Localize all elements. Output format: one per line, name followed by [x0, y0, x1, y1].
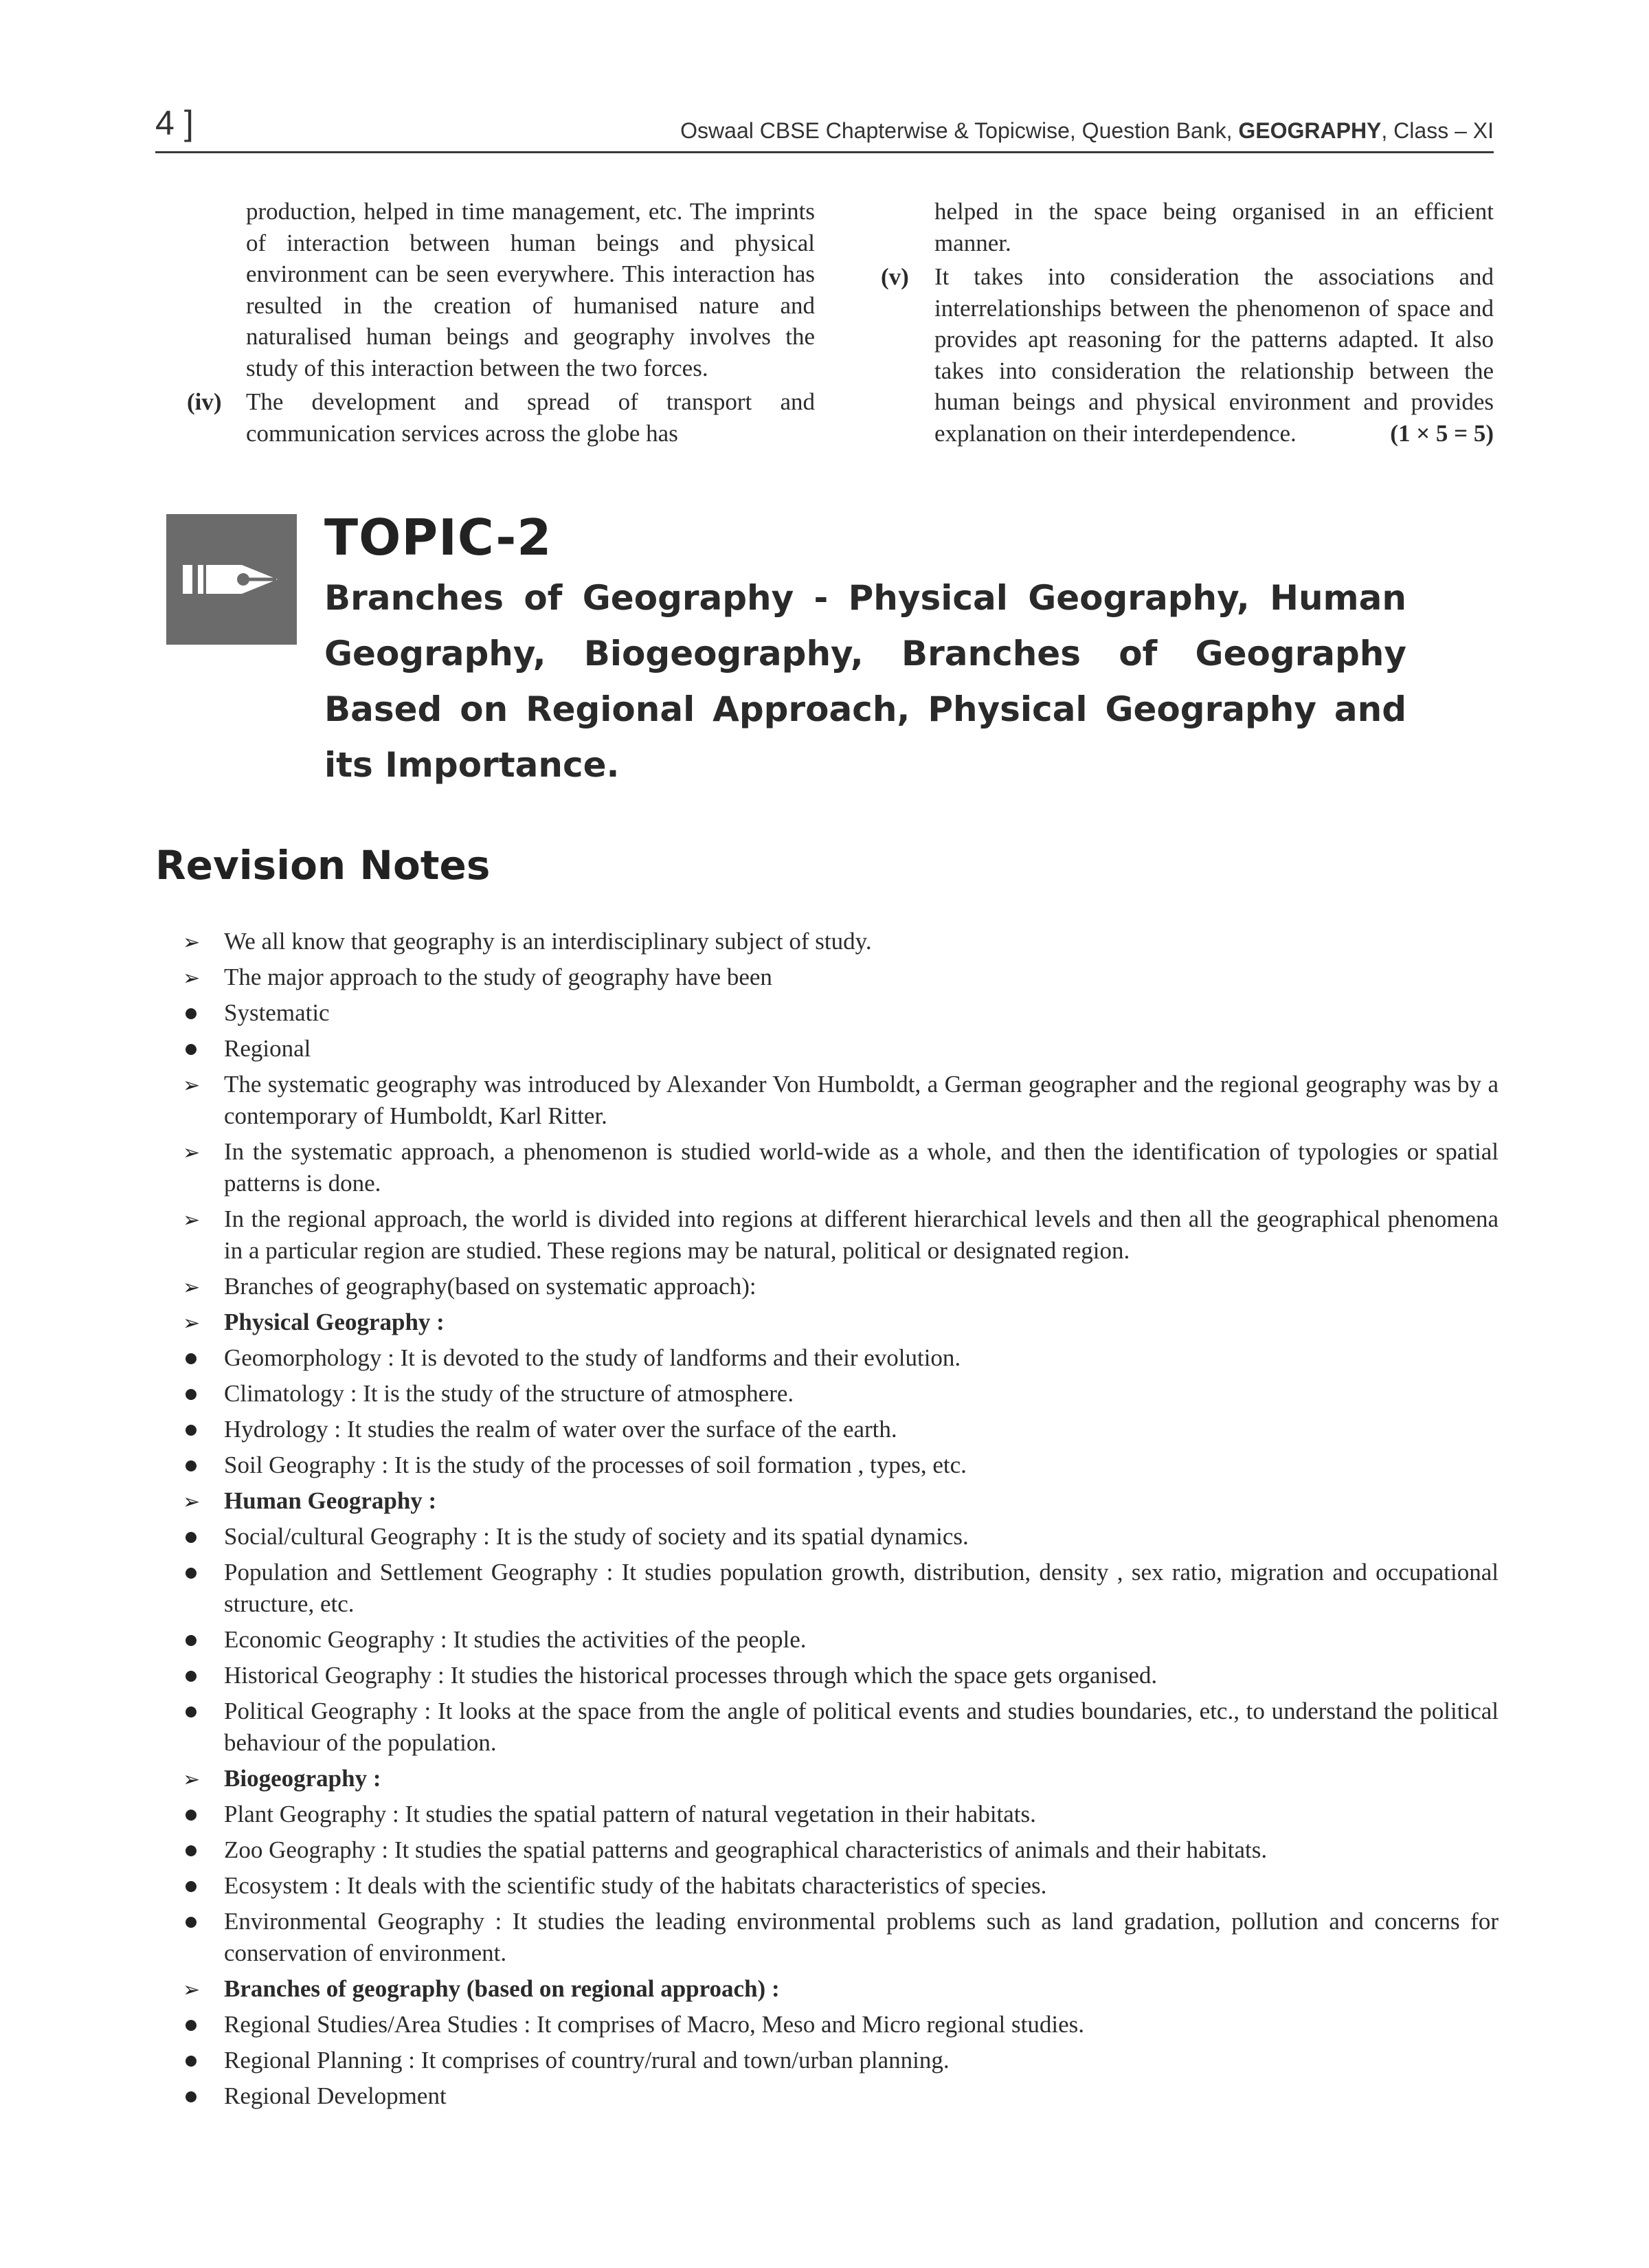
arrow-bullet-icon	[183, 1973, 210, 2006]
note-item	[155, 1069, 1499, 1132]
note-text: Human Geography :	[224, 1487, 437, 1514]
running-head-class: , Class – XI	[1381, 118, 1494, 143]
note-item	[155, 1799, 1499, 1830]
answer-item-iv	[155, 386, 815, 449]
note-item	[155, 1696, 1499, 1759]
running-head-prefix: Oswaal CBSE Chapterwise & Topicwise, Question Bank,	[680, 118, 1239, 143]
note-text: Zoo Geography : It studies the spatial patterns and geographical characteristics of animals and their habitats.	[224, 1836, 1268, 1863]
note-text: Regional Planning : It comprises of country/rural and town/urban planning.	[224, 2047, 950, 2074]
note-text: The systematic geography was introduced by Alexander Von Humboldt, a German geographer and the regional geography was by a contemporary of Humboldt, Karl Ritter.	[224, 1071, 1499, 1129]
note-item	[155, 1485, 1499, 1517]
note-text: Population and Settlement Geography : It studies population growth, distribution, density , sex ratio, migration and occupational structure, etc.	[224, 1559, 1499, 1617]
topic-subtitle: Branches of Geography - Physical Geography, Human Geography, Biogeography, Branches of Geography Based on Regional Approach, Physical Geography and its Importance.	[324, 578, 1406, 785]
note-text: Historical Geography : It studies the historical processes through which the space gets organised.	[224, 1662, 1158, 1689]
arrow-bullet-icon	[183, 1763, 210, 1796]
note-text: In the systematic approach, a phenomenon is studied world-wide as a whole, and then the identification of typologies or spatial patterns is done.	[224, 1138, 1499, 1197]
arrow-bullet-icon	[183, 1307, 210, 1339]
note-item	[155, 1660, 1499, 1691]
note-item	[155, 1870, 1499, 1902]
note-text: Branches of geography(based on systematic approach):	[224, 1273, 756, 1300]
answer-item-iv-number: (iv)	[187, 388, 222, 415]
page-header	[155, 103, 1494, 153]
note-text: Systematic	[224, 999, 330, 1026]
note-text: Physical Geography :	[224, 1309, 445, 1335]
note-text: In the regional approach, the world is divided into regions at different hierarchical levels and then all the geographical phenomena in a particular region are studied. These regions may be natural, political or designated region.	[224, 1205, 1499, 1264]
note-item	[155, 1624, 1499, 1656]
arrow-bullet-icon	[183, 1203, 210, 1236]
note-text: Environmental Geography : It studies the leading environmental problems such as land gradation, pollution and concerns for conservation of environment.	[224, 1908, 1499, 1966]
note-text: Regional Development	[224, 2082, 447, 2109]
note-text: Hydrology : It studies the realm of water over the surface of the earth.	[224, 1416, 897, 1443]
note-item	[155, 1763, 1499, 1794]
page-number-value: 4	[155, 104, 175, 142]
note-item	[155, 1136, 1499, 1199]
pen-nib-icon	[166, 514, 297, 645]
arrow-bullet-icon	[183, 1271, 210, 1304]
note-item	[155, 1834, 1499, 1866]
note-item	[155, 961, 1499, 993]
answer-item-v-text: It takes into consideration the associations and interrelationships between the phenomenon of space and provides apt reasoning for the patterns adapted. It also takes into consideration the relationship between the human beings and physical environment and provides explanation on their interdependence.	[934, 263, 1494, 447]
running-head	[680, 118, 1494, 144]
revision-notes-list	[155, 926, 1499, 2116]
note-item	[155, 2080, 1499, 2112]
revision-notes-heading: Revision Notes	[155, 842, 491, 889]
note-item	[155, 1973, 1499, 2005]
note-item	[155, 1557, 1499, 1620]
answer-item-v	[834, 261, 1494, 449]
note-item	[155, 926, 1499, 957]
note-item	[155, 1203, 1499, 1267]
right-column	[834, 196, 1494, 449]
note-text: Economic Geography : It studies the activities of the people.	[224, 1626, 807, 1653]
note-text: Soil Geography : It is the study of the processes of soil formation , types, etc.	[224, 1452, 967, 1478]
arrow-bullet-icon	[183, 1136, 210, 1169]
note-item	[155, 1521, 1499, 1553]
note-item	[155, 1307, 1499, 1338]
arrow-bullet-icon	[183, 926, 210, 959]
note-text: Geomorphology : It is devoted to the study of landforms and their evolution.	[224, 1344, 961, 1371]
answer-item-v-number: (v)	[881, 263, 909, 290]
note-text: Ecosystem : It deals with the scientific study of the habitats characteristics of species.	[224, 1872, 1047, 1899]
left-column	[155, 196, 815, 449]
note-text: Social/cultural Geography : It is the study of society and its spatial dynamics.	[224, 1523, 969, 1550]
note-item	[155, 1906, 1499, 1969]
note-item	[155, 1271, 1499, 1302]
note-text: Political Geography : It looks at the space from the angle of political events and studies boundaries, etc., to understand the political behaviour of the population.	[224, 1698, 1499, 1756]
note-text: The major approach to the study of geography have been	[224, 964, 772, 990]
topic-title: TOPIC-2	[324, 509, 552, 566]
note-item	[155, 1449, 1499, 1481]
answer-item-iv-text: The development and spread of transport and communication services across the globe has	[246, 388, 815, 447]
note-text: Branches of geography (based on regional approach) :	[224, 1975, 780, 2002]
note-text: We all know that geography is an interdisciplinary subject of study.	[224, 928, 872, 955]
note-text: Plant Geography : It studies the spatial pattern of natural vegetation in their habitats.	[224, 1801, 1036, 1827]
page-number-bracket: ]	[183, 104, 194, 142]
note-text: Regional	[224, 1035, 311, 1062]
note-item	[155, 997, 1499, 1029]
note-item	[155, 1414, 1499, 1445]
note-item	[155, 1378, 1499, 1410]
running-head-subject: GEOGRAPHY	[1238, 118, 1382, 143]
right-continuation-text: helped in the space being organised in an efficient manner.	[934, 198, 1494, 256]
arrow-bullet-icon	[183, 961, 210, 994]
marks-label: (1 × 5 = 5)	[1390, 419, 1494, 447]
arrow-bullet-icon	[183, 1069, 210, 1102]
page-number	[155, 103, 194, 143]
note-item	[155, 1342, 1499, 1374]
left-continuation-text: production, helped in time management, etc. The imprints of interaction between human beings and physical environment can be seen everywhere. This interaction has resulted in the creation of humanised nature and naturalised human beings and geography involves the study of this interaction between the two forces.	[246, 198, 815, 381]
arrow-bullet-icon	[183, 1485, 210, 1518]
note-item	[155, 2045, 1499, 2076]
note-text: Biogeography :	[224, 1765, 381, 1792]
note-item	[155, 2009, 1499, 2041]
note-text: Climatology : It is the study of the structure of atmosphere.	[224, 1380, 794, 1407]
note-text: Regional Studies/Area Studies : It comprises of Macro, Meso and Micro regional studies.	[224, 2011, 1084, 2038]
note-item	[155, 1033, 1499, 1065]
